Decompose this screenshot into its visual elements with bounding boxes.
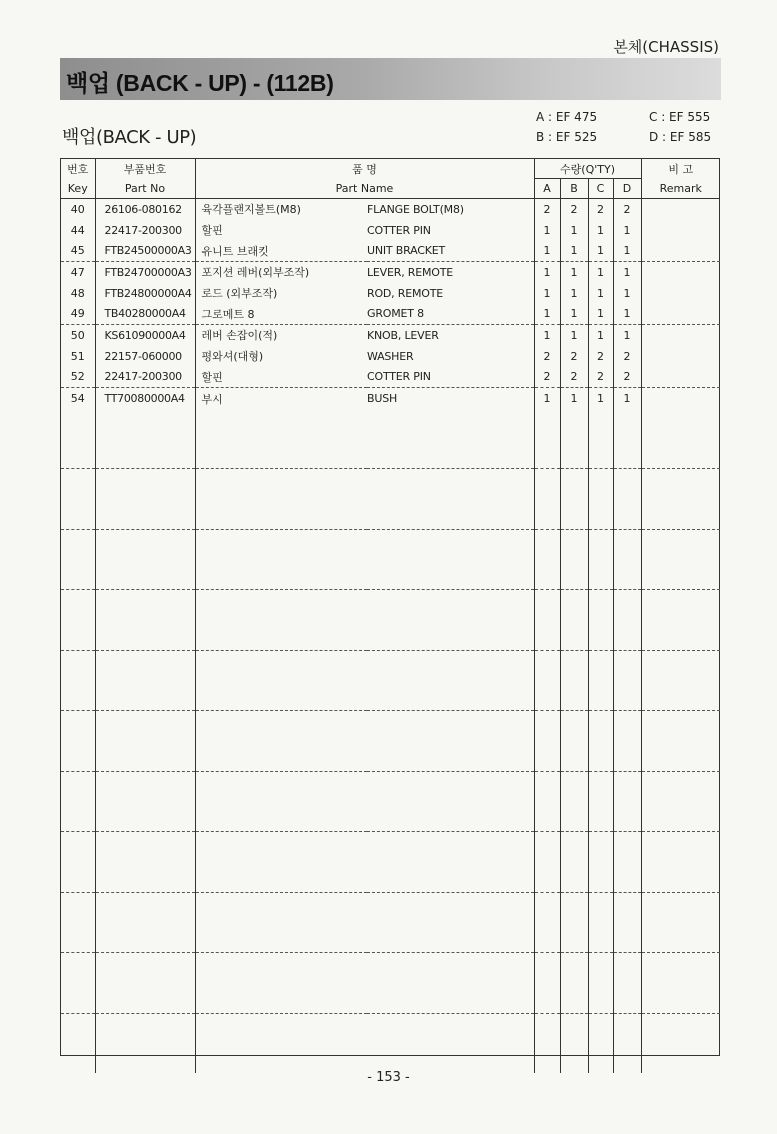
name-kr-cell: 유니트 브래킷 <box>195 240 367 261</box>
remark-cell <box>641 346 720 367</box>
remark-cell <box>641 325 720 346</box>
qty-c-cell: 2 <box>588 367 613 388</box>
name-en-cell: KNOB, LEVER <box>367 328 439 342</box>
qty-c-cell: 1 <box>588 325 613 346</box>
qty-a-cell: 1 <box>534 240 560 261</box>
part-no-cell: TT70080000A4 <box>95 388 195 409</box>
qty-d-cell: 2 <box>613 367 641 388</box>
qty-d-cell: 2 <box>613 346 641 367</box>
qty-b-cell: 1 <box>560 283 588 304</box>
name-en-cell: LEVER, REMOTE <box>367 265 454 279</box>
name-kr-cell: 포지션 레버(외부조작) <box>195 262 367 283</box>
empty-row <box>61 771 720 832</box>
table-row <box>61 367 720 388</box>
name-en-cell: COTTER PIN <box>367 367 534 388</box>
key-cell: 47 <box>70 265 85 279</box>
part-no-cell: FTB24500000A3 <box>95 240 195 261</box>
key-cell: 40 <box>70 202 85 216</box>
name-kr-cell: 평와셔(대형) <box>195 346 367 367</box>
key-cell: 45 <box>61 240 95 261</box>
title-banner <box>60 58 721 100</box>
remark-cell <box>641 283 720 304</box>
remark-cell <box>641 262 720 283</box>
page-subtitle: 백업(BACK - UP) <box>62 127 197 148</box>
qty-b-cell: 1 <box>560 262 588 283</box>
qty-c-cell: 1 <box>588 388 613 409</box>
table-row <box>61 388 720 409</box>
qty-d-cell: 2 <box>613 199 641 220</box>
header-qty: 수량(Q'TY) <box>534 159 641 179</box>
banner-title: 백업 (BACK - UP) - (112B) <box>66 70 334 96</box>
section-label: 본체(CHASSIS) <box>613 38 719 56</box>
table-header-row-kr <box>61 159 720 179</box>
remark-cell <box>641 388 720 409</box>
name-en-cell: GROMET 8 <box>367 303 534 324</box>
qty-c-cell: 2 <box>588 346 613 367</box>
remark-cell <box>641 199 720 220</box>
table-row <box>61 199 720 220</box>
empty-row <box>61 409 720 469</box>
empty-row <box>61 953 720 1014</box>
qty-b-cell: 1 <box>560 303 588 324</box>
qty-b-cell: 2 <box>560 367 588 388</box>
qty-a-cell: 1 <box>534 325 560 346</box>
model-a: A : EF 475 <box>536 110 598 124</box>
part-no-cell: 22417-200300 <box>95 220 195 241</box>
model-d: D : EF 585 <box>649 130 712 144</box>
qty-a-cell: 1 <box>534 303 560 324</box>
table-row <box>61 262 720 283</box>
name-kr-cell: 할핀 <box>195 367 367 388</box>
qty-d-cell: 1 <box>613 240 641 261</box>
qty-c-cell: 1 <box>588 220 613 241</box>
part-no-cell: 22417-200300 <box>95 367 195 388</box>
qty-a-cell: 1 <box>534 388 560 409</box>
qty-d-cell: 1 <box>613 325 641 346</box>
part-no-cell: KS61090000A4 <box>95 325 195 346</box>
table-row <box>61 325 720 346</box>
part-no-cell: TB40280000A4 <box>95 303 195 324</box>
part-no-cell: FTB24800000A4 <box>95 283 195 304</box>
qty-d-cell: 1 <box>613 283 641 304</box>
name-kr-cell: 로드 (외부조작) <box>195 283 367 304</box>
page-number: - 153 - <box>367 1070 410 1085</box>
key-cell: 49 <box>61 303 95 324</box>
key-cell: 44 <box>70 223 85 237</box>
empty-row <box>61 1013 720 1073</box>
model-b: B : EF 525 <box>536 130 598 144</box>
name-en-cell: WASHER <box>367 349 414 363</box>
key-cell: 48 <box>70 286 85 300</box>
qty-b-cell: 1 <box>560 220 588 241</box>
key-cell: 50 <box>70 328 85 342</box>
name-en-cell: ROD, REMOTE <box>367 286 443 300</box>
qty-a-cell: 2 <box>534 346 560 367</box>
table-row <box>61 283 720 304</box>
name-kr-cell: 할핀 <box>195 220 367 241</box>
part-no-cell: 22157-060000 <box>95 346 195 367</box>
remark-cell <box>641 220 720 241</box>
header-part-kr: 부품번호 <box>95 159 195 179</box>
header-qty-b: B <box>560 179 588 199</box>
qty-c-cell: 2 <box>588 199 613 220</box>
header-key-kr: 번호 <box>67 162 89 176</box>
empty-row <box>61 529 720 590</box>
header-qty-c: C <box>588 179 613 199</box>
header-qty-a: A <box>534 179 560 199</box>
header-qty-d: D <box>613 179 641 199</box>
header-name-kr: 품 명 <box>195 159 534 179</box>
header-remark-en: Remark <box>641 179 720 199</box>
header-name-en: Part Name <box>195 179 534 199</box>
empty-row <box>61 711 720 772</box>
qty-c-cell: 1 <box>588 240 613 261</box>
qty-c-cell: 1 <box>588 262 613 283</box>
part-no-cell: FTB24700000A3 <box>95 262 195 283</box>
header-key-en: Key <box>61 179 95 199</box>
qty-d-cell: 1 <box>613 303 641 324</box>
name-en-cell: UNIT BRACKET <box>367 240 534 261</box>
parts-table <box>61 159 720 1073</box>
name-kr-cell: 부시 <box>195 388 367 409</box>
name-kr-cell: 육각플랜지볼트(M8) <box>195 199 367 220</box>
key-cell: 51 <box>70 349 85 363</box>
header-remark-kr: 비 고 <box>641 159 720 179</box>
qty-c-cell: 1 <box>588 303 613 324</box>
empty-row <box>61 832 720 893</box>
qty-b-cell: 2 <box>560 199 588 220</box>
name-en-cell: BUSH <box>367 392 398 406</box>
empty-row <box>61 650 720 711</box>
name-kr-cell: 레버 손잡이(적) <box>195 325 367 346</box>
empty-row <box>61 590 720 651</box>
key-cell: 54 <box>70 392 85 406</box>
qty-b-cell: 1 <box>560 388 588 409</box>
name-en-cell: FLANGE BOLT(M8) <box>367 202 464 216</box>
qty-d-cell: 1 <box>613 388 641 409</box>
remark-cell <box>641 303 720 324</box>
empty-row <box>61 892 720 953</box>
part-no-cell: 26106-080162 <box>95 199 195 220</box>
qty-d-cell: 1 <box>613 220 641 241</box>
model-c: C : EF 555 <box>649 110 711 124</box>
table-row <box>61 346 720 367</box>
table-row <box>61 303 720 324</box>
qty-b-cell: 2 <box>560 346 588 367</box>
qty-a-cell: 2 <box>534 199 560 220</box>
qty-b-cell: 1 <box>560 325 588 346</box>
qty-c-cell: 1 <box>588 283 613 304</box>
remark-cell <box>641 367 720 388</box>
qty-d-cell: 1 <box>613 262 641 283</box>
table-header-row-en <box>61 179 720 199</box>
parts-table-frame <box>60 158 720 1056</box>
name-kr-cell: 그로메트 8 <box>195 303 367 324</box>
qty-a-cell: 1 <box>534 283 560 304</box>
key-cell: 52 <box>61 367 95 388</box>
table-row <box>61 240 720 261</box>
empty-row <box>61 469 720 530</box>
qty-b-cell: 1 <box>560 240 588 261</box>
header-part-en: Part No <box>95 179 195 199</box>
qty-a-cell: 2 <box>534 367 560 388</box>
qty-a-cell: 1 <box>534 220 560 241</box>
table-row <box>61 220 720 241</box>
remark-cell <box>641 240 720 261</box>
qty-a-cell: 1 <box>534 262 560 283</box>
name-en-cell: COTTER PIN <box>367 223 431 237</box>
